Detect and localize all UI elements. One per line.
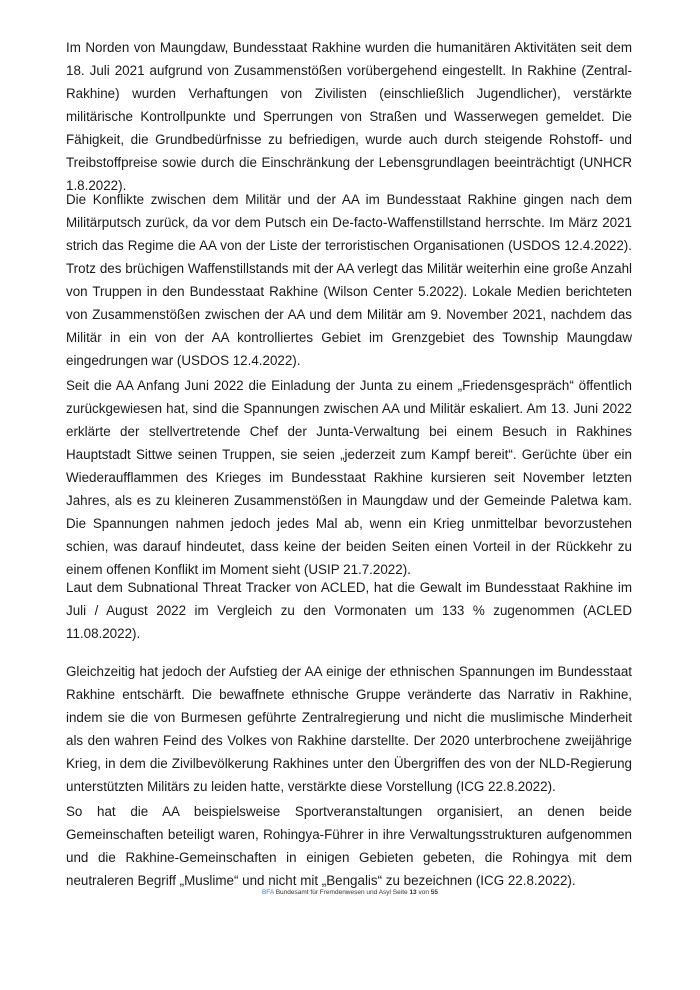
paragraph-military-aa-conflict: Die Konflikte zwischen dem Militär und der AA im Bundesstaat Rakhine gingen nach dem Militärputsch zurück, da vor dem Putsch ein De-facto-Waffenstillstand herrschte. Im März 2021 strich das Regime die AA von der Liste der terroristischen Organisationen (USDOS 12.4.2022). Trotz des brüchigen Waffenstillstands mit der AA verlegt das Militär weiterhin eine große Anzahl von Truppen in den Bundesstaat Rakhine (Wilson Center 5.2022). Lokale Medien berichteten von Zusammenstößen zwischen der AA und dem Militär am 9. November 2021, nachdem das Militär in ein von der AA kontrolliertes Gebiet im Grenzgebiet des Township Maungdaw eingedrungen war (USDOS 12.4.2022). bbox=[66, 192, 632, 368]
footer-page-current: 13 bbox=[409, 889, 417, 896]
footer-page-label: Seite bbox=[392, 889, 408, 896]
paragraph-acled-tracker: Laut dem Subnational Threat Tracker von ACLED, hat die Gewalt im Bundesstaat Rakhine im Juli / August 2022 im Vergleich zu den Vormonaten um 133 % zugenommen (ACLED 11.08.2022). bbox=[66, 580, 632, 641]
footer-org-name: Bundesamt für Fremdenwesen und Asyl bbox=[275, 889, 391, 896]
footer-page-total: 55 bbox=[430, 889, 439, 896]
bfa-logo-text: BFA bbox=[261, 889, 274, 896]
paragraph-tensions-escalation: Seit die AA Anfang Juni 2022 die Einladung der Junta zu einem „Friedensgespräch“ öffentlich zurückgewiesen hat, sind die Spannungen zwischen AA und Militär eskaliert. Am 13. Juni 2022 erklärte der stellvertretende Chef der Junta-Verwaltung bei einem Besuch in Rakhines Hauptstadt Sittwe seinen Truppen, sie seien „jederzeit zum Kampf bereit“. Gerüchte über ein Wiederaufflammen des Krieges im Bundesstaat Rakhine kursieren seit November letzten Jahres, als es zu kleineren Zusammenstößen in Maungdaw und der Gemeinde Paletwa kam. Die Spannungen nahmen jedoch jedes Mal ab, wenn ein Krieg unmittelbar bevorzustehen schien, was darauf hindeutet, dass keine der beiden Seiten einen Vorteil in der Rückkehr zu einem offenen Konflikt im Moment sieht (USIP 21.7.2022). bbox=[66, 378, 632, 577]
page-footer bbox=[0, 888, 700, 898]
paragraph-community-measures: So hat die AA beispielsweise Sportveranstaltungen organisiert, an denen beide Gemeinschaften beteiligt waren, Rohingya-Führer in ihre Verwaltungsstrukturen aufgenommen und die Rakhine-Gemeinschaften in einigen Gebieten gebeten, die Rohingya mit dem neutraleren Begriff „Muslime“ und nicht mit „Bengalis“ zu bezeichnen (ICG 22.8.2022). bbox=[66, 804, 632, 888]
paragraph-humanitarian-activities: Im Norden von Maungdaw, Bundesstaat Rakhine wurden die humanitären Aktivitäten seit dem 18. Juli 2021 aufgrund von Zusammenstößen vorübergehend eingestellt. In Rakhine (Zentral-Rakhine) wurden Verhaftungen von Zivilisten (einschließlich Jugendlicher), verstärkte militärische Kontrollpunkte und Sperrungen von Straßen und Wasserwegen gemeldet. Die Fähigkeit, die Grundbedürfnisse zu befriedigen, wurde auch durch steigende Rohstoff- und Treibstoffpreise sowie durch die Einschränkung der Lebensgrundlagen beeinträchtigt (UNHCR 1.8.2022). bbox=[66, 40, 632, 193]
paragraph-ethnic-tensions: Gleichzeitig hat jedoch der Aufstieg der AA einige der ethnischen Spannungen im Bundesstaat Rakhine entschärft. Die bewaffnete ethnische Gruppe veränderte das Narrativ in Rakhine, indem sie die von Burmesen geführte Zentralregierung und nicht die muslimische Minderheit als den wahren Feind des Volkes von Rakhine darstellte. Der 2020 unterbrochene zweijährige Krieg, in dem die Zivilbevölkerung Rakhines unter den Übergriffen des von der NLD-Regierung unterstützten Militärs zu leiden hatte, verstärkte diese Vorstellung (ICG 22.8.2022). bbox=[66, 664, 632, 794]
footer-page-sep: von bbox=[418, 889, 429, 896]
